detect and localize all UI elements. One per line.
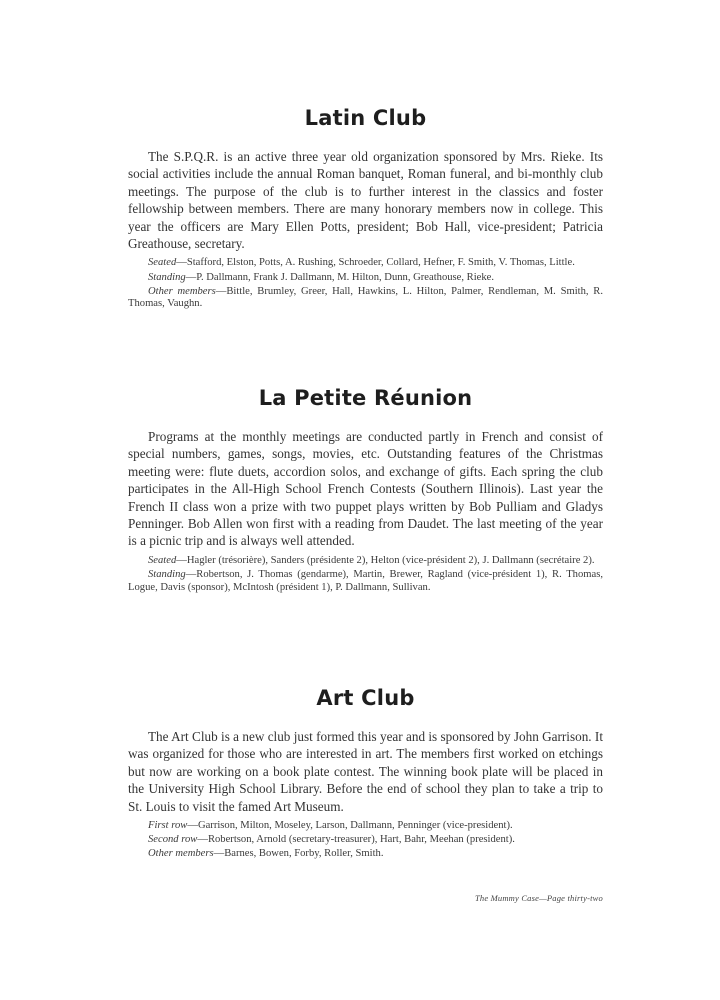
member-list <box>128 257 603 310</box>
row-names: Garrison, Milton, Moseley, Larson, Dallmann, Penninger (vice-president). <box>197 820 513 832</box>
latin-club-section <box>128 103 603 312</box>
section-body: Programs at the monthly meetings are conducted partly in French and consist of special numbers, games, songs, movies, etc. Outstanding features of the Christmas meeting were: flute duets, accordion solos, and exchange of gifts. Each spring the club participates in the All-High School French Contests (Southern Illinois). Last year the French II class won a prize with two puppet plays written by Bob Pulliam and Gladys Penninger. Bob Allen won first with a reading from Daudet. The last meeting of the year is a picnic trip and is always well attended. <box>128 429 603 549</box>
member-row: Standing—Robertson, J. Thomas (gendarme), Martin, Brewer, Ragland (vice-président 1), R. Thomas, Logue, Davis (sponsor), McIntosh (président 1), P. Dallmann, Sullivan. <box>128 568 603 593</box>
row-names: Hagler (trésorière), Sanders (présidente 2), Helton (vice-président 2), J. Dallmann (secrétaire 2). <box>186 554 595 566</box>
member-row: Other members—Barnes, Bowen, Forby, Roller, Smith. <box>148 848 384 860</box>
member-row: Second row—Robertson, Arnold (secretary-treasurer), Hart, Bahr, Meehan (president). <box>148 834 515 846</box>
row-label: Standing <box>148 568 186 580</box>
row-names: Stafford, Elston, Potts, A. Rushing, Schroeder, Collard, Hefner, F. Smith, V. Thomas, Little. <box>186 257 575 269</box>
section-title: La Petite Réunion <box>258 386 473 410</box>
row-names: Barnes, Bowen, Forby, Roller, Smith. <box>224 848 384 860</box>
page-footer: The Mummy Case—Page thirty-two <box>474 893 603 903</box>
section-title: Latin Club <box>304 106 427 130</box>
row-names: Robertson, Arnold (secretary-treasurer), Hart, Bahr, Meehan (president). <box>207 834 515 846</box>
member-row: Seated—Stafford, Elston, Potts, A. Rushing, Schroeder, Collard, Hefner, F. Smith, V. Thomas, Little. <box>148 257 575 269</box>
member-list <box>128 820 603 861</box>
member-row: First row—Garrison, Milton, Moseley, Larson, Dallmann, Penninger (vice-president). <box>148 820 513 832</box>
member-row: Seated—Hagler (trésorière), Sanders (présidente 2), Helton (vice-président 2), J. Dallmann (secrétaire 2). <box>148 554 595 566</box>
section-body: The Art Club is a new club just formed this year and is sponsored by John Garrison. It was organized for those who are interested in art. The members first worked on etchings but now are working on a book plate contest. The winning book plate will be placed in the University High School Library. Before the end of school they plan to take a trip to St. Louis to visit the famed Art Museum. <box>128 729 603 814</box>
section-title: Art Club <box>316 686 415 710</box>
row-label: First row <box>148 820 188 832</box>
member-list <box>128 555 603 594</box>
row-label: Standing <box>148 271 186 283</box>
row-label: Other members <box>148 285 216 297</box>
row-label: Seated <box>148 257 177 269</box>
member-row: Standing—P. Dallmann, Frank J. Dallmann, M. Hilton, Dunn, Greathouse, Rieke. <box>148 271 495 283</box>
art-club-section <box>128 683 603 862</box>
row-names: P. Dallmann, Frank J. Dallmann, M. Hilton, Dunn, Greathouse, Rieke. <box>196 271 495 283</box>
row-label: Second row <box>148 834 198 846</box>
la-petite-reunion-section <box>128 383 603 596</box>
row-names: Bittle, Brumley, Greer, Hall, Hawkins, L. Hilton, Palmer, Rendleman, M. Smith, R. Thomas, Vaughn. <box>128 285 603 310</box>
row-label: Other members <box>148 848 214 860</box>
member-row: Other members—Bittle, Brumley, Greer, Hall, Hawkins, L. Hilton, Palmer, Rendleman, M. Smith, R. Thomas, Vaughn. <box>128 285 603 310</box>
row-names: Robertson, J. Thomas (gendarme), Martin, Brewer, Ragland (vice-président 1), R. Thomas, Logue, Davis (sponsor), McIntosh (président 1), P. Dallmann, Sullivan. <box>128 568 603 593</box>
row-label: Seated <box>148 554 177 566</box>
section-body: The S.P.Q.R. is an active three year old organization sponsored by Mrs. Rieke. Its social activities include the annual Roman banquet, Roman funeral, and bi-monthly club meetings. The purpose of the club is to further interest in the classics and foster fellowship between members. There are many honorary members now in college. This year the officers are Mary Ellen Potts, president; Bob Hall, vice-president; Patricia Greathouse, secretary. <box>128 149 603 252</box>
